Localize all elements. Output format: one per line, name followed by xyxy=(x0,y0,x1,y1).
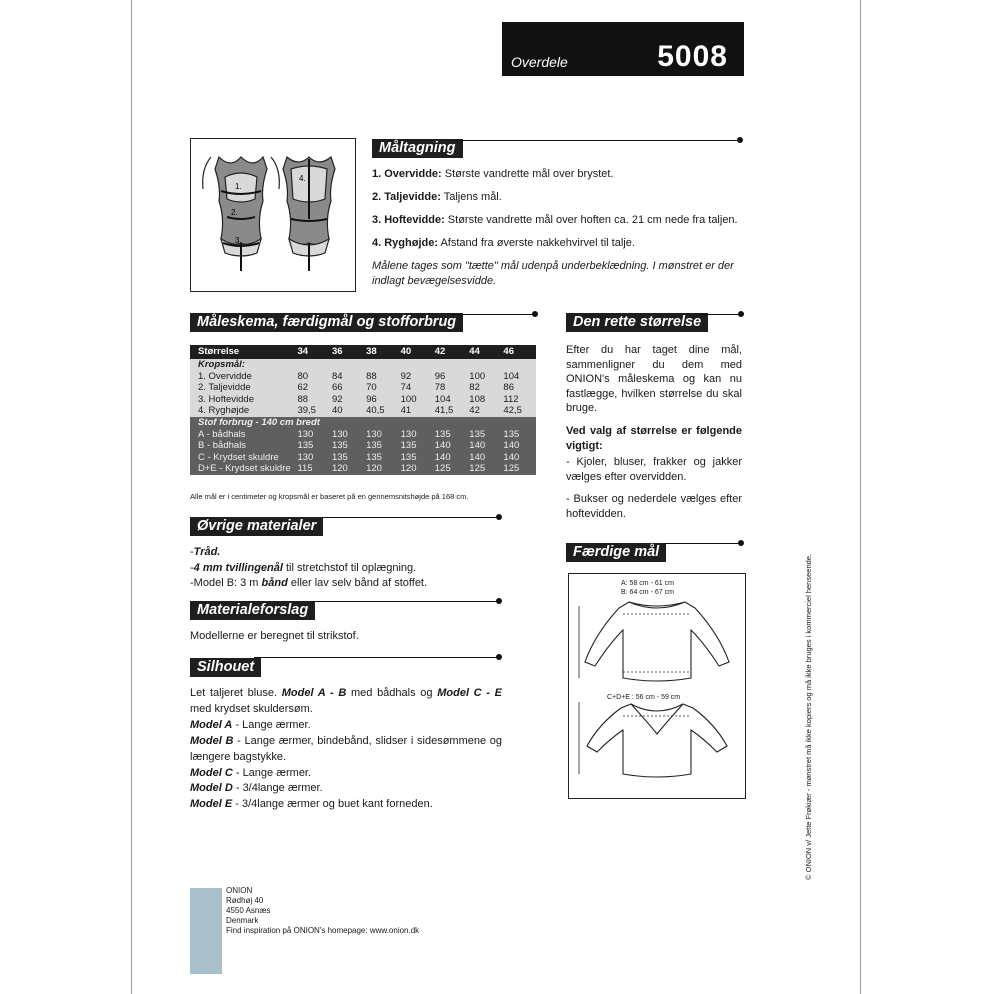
size-col: 36 xyxy=(330,345,364,359)
advice-item: - Bukser og nederdele vælges efter hoftevidden. xyxy=(566,493,742,520)
footer-address-line: 4550 Asnæs xyxy=(226,906,271,915)
section-heading-materialeforslag: Materialeforslag xyxy=(190,601,315,620)
section-heading-silhouet: Silhouet xyxy=(190,658,261,677)
size-col: 46 xyxy=(501,345,536,359)
material-item: -4 mm tvillingenål til stretchstof til oplægning. xyxy=(190,561,417,574)
section-heading-materialer: Øvrige materialer xyxy=(190,517,323,536)
advice-paragraph: Efter du har taget dine mål, sammenligner du dem med ONION's måleskema og kan nu fastlægge, hvilken størrelse du skal bruge. xyxy=(566,344,742,415)
table-row: 3. Hoftevidde 88 92 96 100 104 108 112 xyxy=(190,394,536,406)
section-rule xyxy=(700,314,740,315)
size-advice xyxy=(566,343,742,530)
size-col: 38 xyxy=(364,345,399,359)
measurement-item: 4. Ryghøjde: Afstand fra øverste nakkehvirvel til talje. xyxy=(372,237,635,249)
footer-address xyxy=(226,886,419,936)
table-row: 2. Taljevidde 62 66 70 74 78 82 86 xyxy=(190,382,536,394)
section-heading-faerdige: Færdige mål xyxy=(566,543,666,562)
figure-label-1: 1. xyxy=(235,182,242,191)
copyright-notice: © ONION v/ Jette Frøkiær - mønstret må ikke kopiers og må ikke bruges i kommerciel henseende. xyxy=(804,553,813,880)
pattern-category: Overdele xyxy=(511,54,568,70)
section-heading-maaltagning: Måltagning xyxy=(372,139,463,158)
footer-color-bar xyxy=(190,888,222,974)
size-col: 42 xyxy=(433,345,468,359)
footer-company: ONION xyxy=(226,886,253,895)
advice-item: - Kjoler, bluser, frakker og jakker vælges efter overvidden. xyxy=(566,456,742,483)
material-item: -Model B: 3 m bånd eller lav selv bånd af stoffet. xyxy=(190,577,428,589)
measurement-note: Målene tages som "tætte" mål udenpå underbeklædning. I mønstret er der indlagt bevægelsesvidde. xyxy=(372,260,734,287)
size-table xyxy=(190,345,536,475)
finished-label-a: A: 58 cm - 61 cm xyxy=(621,580,674,587)
silhouette-intro: Let taljeret bluse. Model A - B med bådhals og Model C - E med krydset skuldersøm. xyxy=(190,687,502,715)
table-row: D+E - Krydset skuldre 115 120 120 120 125 125 125 xyxy=(190,463,536,475)
figure-label-4: 4. xyxy=(299,174,306,183)
material-item: -Tråd. xyxy=(190,546,221,558)
size-label: Størrelse xyxy=(190,345,295,359)
footer-address-line: Rødhøj 40 xyxy=(226,896,264,905)
table-row: A - bådhals 130 130 130 130 135 135 135 xyxy=(190,429,536,441)
section-rule xyxy=(322,517,498,518)
table-row: 4. Ryghøjde 39,5 40 40,5 41 41,5 42 42,5 xyxy=(190,405,536,417)
size-col: 44 xyxy=(467,345,501,359)
table-row: B - bådhals 135 135 135 135 140 140 140 xyxy=(190,440,536,452)
finished-measurements-figure xyxy=(568,573,746,799)
silhouette-description xyxy=(190,686,502,813)
advice-heading: Ved valg af størrelse er følgende vigtigt: xyxy=(566,424,742,452)
section-rule xyxy=(450,314,534,315)
section-heading-maaleskema: Måleskema, færdigmål og stofforbrug xyxy=(190,313,463,332)
model-item: Model B - Lange ærmer, bindebånd, slidser i sidesømmene og længere bagstykke. xyxy=(190,734,503,763)
table-subheading: Stof forbrug - 140 cm bredt xyxy=(190,417,536,429)
model-item: Model A - Lange ærmer. xyxy=(190,718,311,731)
finished-label-b: B: 64 cm - 67 cm xyxy=(621,589,674,596)
section-heading-den-rette: Den rette størrelse xyxy=(566,313,708,332)
model-item: Model D - 3/4lange ærmer. xyxy=(190,782,323,795)
measurement-figure xyxy=(190,138,356,292)
figure-label-3: 3. xyxy=(235,236,242,245)
garment-flat-illustration xyxy=(569,574,745,798)
table-row: C - Krydset skuldre 130 135 135 135 140 140 140 xyxy=(190,452,536,464)
size-col: 34 xyxy=(295,345,330,359)
section-rule xyxy=(254,657,498,658)
footer-country: Denmark xyxy=(226,916,259,925)
model-item: Model E - 3/4lange ærmer og buet kant forneden. xyxy=(190,798,433,811)
table-row: 1. Overvidde 80 84 88 92 96 100 104 xyxy=(190,371,536,383)
model-item: Model C - Lange ærmer. xyxy=(190,766,312,779)
size-table-header xyxy=(190,345,536,359)
measurement-item: 1. Overvidde: Største vandrette mål over brystet. xyxy=(372,168,614,180)
pattern-number: 5008 xyxy=(657,40,728,73)
materials-list xyxy=(190,545,530,592)
measurement-item: 3. Hoftevidde: Største vandrette mål over hoften ca. 21 cm nede fra taljen. xyxy=(372,214,738,226)
section-rule xyxy=(310,601,498,602)
finished-labels-ab xyxy=(621,579,674,597)
section-rule xyxy=(455,140,739,141)
finished-label-cde: C+D+E : 56 cm - 59 cm xyxy=(607,694,681,701)
materials-suggestion: Modellerne er beregnet til strikstof. xyxy=(190,630,359,642)
table-subheading: Kropsmål: xyxy=(190,359,536,371)
body-figure-illustration xyxy=(191,139,355,291)
figure-label-2: 2. xyxy=(231,208,238,217)
section-rule xyxy=(664,543,740,544)
measurement-instructions xyxy=(372,167,750,289)
footer-website: Find inspiration på ONION's homepage: www.onion.dk xyxy=(226,926,420,935)
size-col: 40 xyxy=(399,345,433,359)
measurement-item: 2. Taljevidde: Taljens mål. xyxy=(372,191,502,203)
table-footnote: Alle mål er i centimeter og kropsmål er baseret på en gennemsnitshøjde på 168 cm. xyxy=(190,492,469,501)
pattern-title-box xyxy=(502,22,744,76)
